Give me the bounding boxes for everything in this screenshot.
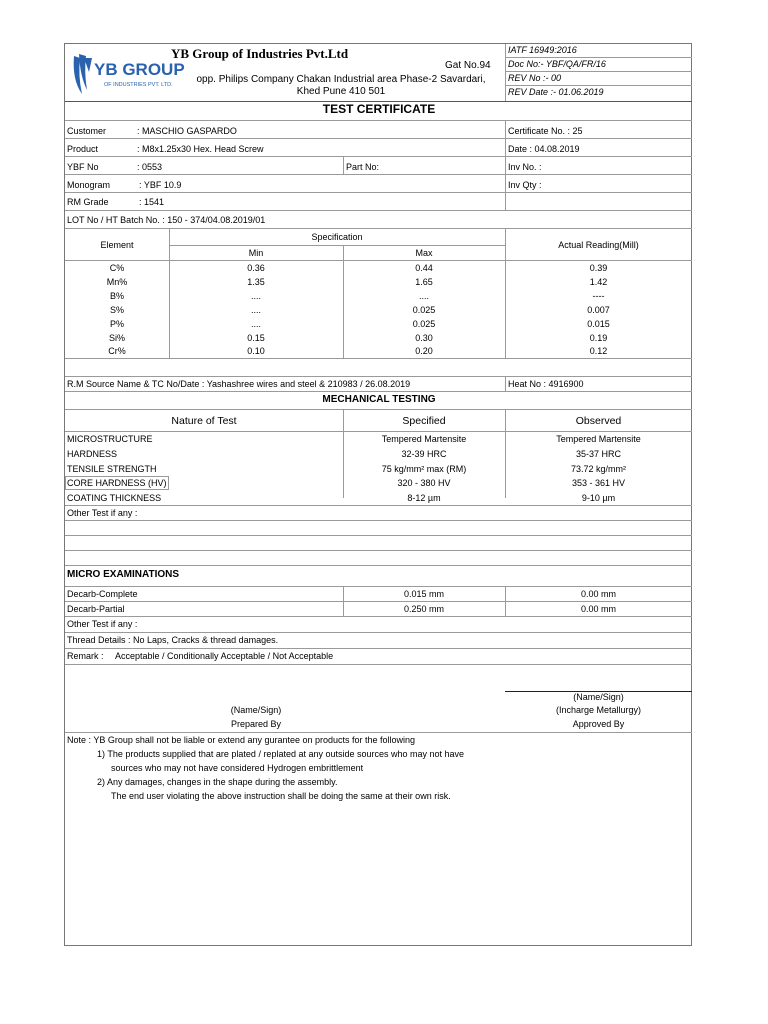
observed-cell: 35-37 HRC [575,448,622,459]
product-label: Product [67,144,99,154]
max-cell: 0.30 [415,332,433,343]
min-cell: 1.35 [247,276,265,287]
product-value: : M8x1.25x30 Hex. Head Screw [137,144,264,154]
observed-cell: 9-10 µm [581,493,616,504]
min-cell: .... [250,318,261,329]
note-line-0: Note : YB Group shall not be liable or extend any gurantee on products for the following [67,735,416,745]
specified-cell: 75 kg/mm² max (RM) [381,463,467,474]
test-name-cell: HARDNESS [67,448,118,459]
certificate-title: TEST CERTIFICATE [322,102,436,116]
rm-grade-label: RM Grade [67,197,109,207]
max-cell: 0.44 [415,263,433,273]
remark-label: Remark : [67,651,104,661]
min-cell: 0.15 [247,332,265,343]
approved-name-sign: (Name/Sign) [573,692,624,702]
rev-date: REV Date :- 01.06.2019 [508,87,604,97]
address-line-2: Khed Pune 410 501 [296,86,386,97]
micro-specified-cell: 0.250 mm [403,604,445,614]
nature-of-test-header: Nature of Test [171,415,237,427]
actual-cell: ---- [592,290,605,301]
actual-cell: 0.12 [589,346,608,357]
element-cell: Si% [108,332,125,343]
specified-cell: 320 - 380 HV [397,478,451,489]
test-name-cell: MICROSTRUCTURE [67,434,153,444]
actual-reading-header: Actual Reading(Mill) [558,240,639,250]
customer-value: : MASCHIO GASPARDO [137,126,237,136]
part-no: Part No: [346,162,380,172]
specified-cell: 8-12 µm [407,493,441,504]
element-cell: P% [109,318,124,329]
element-cell: B% [109,290,124,301]
ybf-value: : 0553 [137,162,163,172]
min-header: Min [248,248,264,258]
actual-cell: 0.19 [589,332,608,343]
mechanical-testing-title: MECHANICAL TESTING [322,394,436,405]
certificate-date: Date : 04.08.2019 [508,144,580,154]
observed-cell: Tempered Martensite [556,434,641,444]
note-line-2: sources who may not have considered Hydrogen embrittlement [111,763,364,773]
company-name: YB Group of Industries Pvt.Ltd [171,46,349,61]
gat-number: Gat No.94 [445,60,491,71]
note-line-4: The end user violating the above instruction shall be doing the same at their own risk. [111,791,451,801]
remark-value: Acceptable / Conditionally Acceptable / Not Acceptable [115,651,334,661]
lot-number: LOT No / HT Batch No. : 150 - 374/04.08.2019/01 [67,215,266,225]
max-header: Max [415,248,433,258]
ybf-label: YBF No [67,162,99,172]
customer-label: Customer [67,126,107,136]
specified-header: Specified [402,415,446,427]
heat-no: Heat No : 4916900 [508,379,584,389]
max-cell: 0.025 [412,318,436,329]
approved-by-label: Approved By [572,719,625,729]
specified-cell: 32-39 HRC [401,448,447,459]
inv-no: Inv No. : [508,162,542,172]
specified-cell: Tempered Martensite [381,434,467,444]
max-cell: .... [418,290,429,301]
observed-cell: 353 - 361 HV [571,478,626,489]
logo-subtext: OF INDUSTRIES PVT. LTD. [104,82,173,88]
min-cell: 0.10 [247,346,265,357]
approved-role: (Incharge Metallurgy) [555,705,642,715]
rev-no: REV No :- 00 [508,73,562,83]
element-header: Element [100,240,134,250]
other-test-mechanical: Other Test if any : [67,508,138,518]
element-cell: S% [109,304,124,315]
test-certificate-sheet [64,43,692,946]
test-name-cell: CORE HARDNESS (HV) [67,478,167,489]
yb-group-logo [70,50,185,100]
prepared-name-sign: (Name/Sign) [230,705,282,715]
element-cell: Cr% [108,346,126,357]
company-address [171,74,511,98]
note-line-3: 2) Any damages, changes in the shape during the assembly. [97,777,338,787]
min-cell: .... [250,304,261,315]
min-cell: .... [250,290,261,301]
observed-header: Observed [575,415,622,427]
doc-no: Doc No:- YBF/QA/FR/16 [508,59,606,69]
other-test-micro: Other Test if any : [67,619,138,629]
monogram-value: : YBF 10.9 [139,180,182,190]
element-cell: C% [109,263,125,273]
test-name-cell: TENSILE STRENGTH [67,463,157,474]
rm-source: R.M Source Name & TC No/Date : Yashashree wires and steel & 210983 / 26.08.2019 [67,379,411,389]
actual-cell: 0.015 [587,318,610,329]
inv-qty: Inv Qty : [508,180,542,190]
actual-cell: 0.39 [589,263,608,273]
test-name-cell: COATING THICKNESS [67,493,162,504]
actual-cell: 1.42 [589,276,608,287]
max-cell: 0.025 [412,304,436,315]
iatf-label: IATF 16949:2016 [508,45,577,55]
logo-text: YB GROUP [94,60,185,79]
certificate-no: Certificate No. : 25 [508,126,583,136]
max-cell: 0.20 [415,346,433,357]
micro-examinations-title: MICRO EXAMINATIONS [67,569,180,580]
monogram-label: Monogram [67,180,111,190]
micro-specified-cell: 0.015 mm [403,589,445,599]
min-cell: 0.36 [247,263,265,273]
rm-grade-value: : 1541 [139,197,165,207]
micro-observed-cell: 0.00 mm [580,589,616,599]
micro-observed-cell: 0.00 mm [580,604,616,614]
observed-cell: 73.72 kg/mm² [570,463,627,474]
element-cell: Mn% [106,276,128,287]
thread-details: Thread Details : No Laps, Cracks & thread damages. [67,635,279,645]
note-line-1: 1) The products supplied that are plated / replated at any outside sources who may not have [97,749,465,759]
max-cell: 1.65 [415,276,433,287]
prepared-by-label: Prepared By [230,719,282,729]
address-line-1: opp. Philips Company Chakan Industrial area Phase-2 Savardari, [196,74,486,85]
actual-cell: 0.007 [587,304,610,315]
micro-test-name-cell: Decarb-Complete [67,589,138,599]
micro-test-name-cell: Decarb-Partial [67,604,125,614]
specification-header: Specification [311,232,363,242]
